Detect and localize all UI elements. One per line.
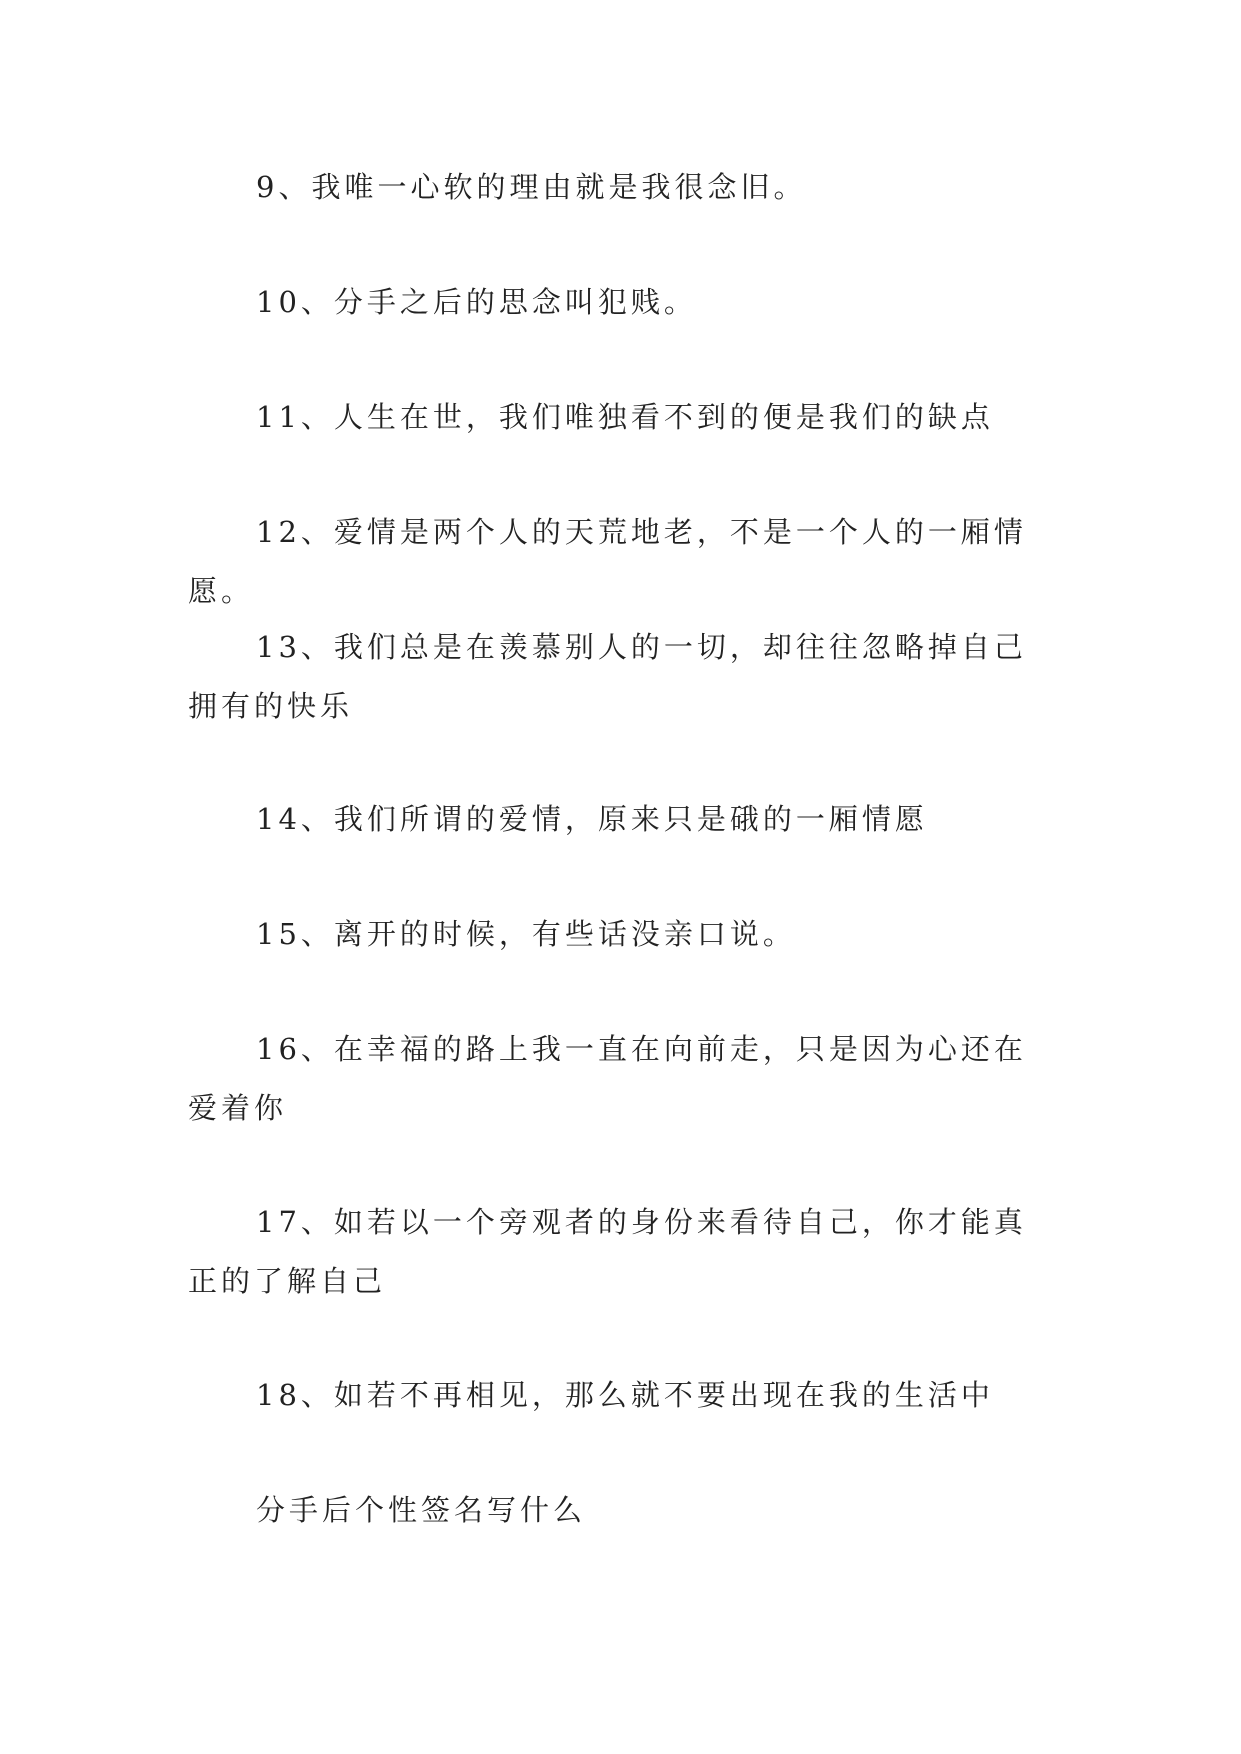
paragraph-item-13: 13、我们总是在羡慕别人的一切，却往往忽略掉自己拥有的快乐 [188,630,1027,723]
paragraph-item-11: 11、人生在世，我们唯独看不到的便是我们的缺点 [256,400,994,434]
paragraph-item-9: 9、我唯一心软的理由就是我很念旧。 [256,170,807,204]
section-heading: 分手后个性签名写什么 [256,1493,587,1527]
paragraph-item-17: 17、如若以一个旁观者的身份来看待自己，你才能真正的了解自己 [188,1205,1027,1298]
paragraph-item-15: 15、离开的时候，有些话没亲口说。 [256,917,796,951]
paragraph-item-16: 16、在幸福的路上我一直在向前走，只是因为心还在爱着你 [188,1032,1027,1125]
paragraph-item-10: 10、分手之后的思念叫犯贱。 [256,285,697,319]
paragraph-item-14: 14、我们所谓的爱情，原来只是硪的一厢情愿 [256,802,928,836]
paragraph-item-12: 12、爱情是两个人的天荒地老，不是一个人的一厢情愿。 [188,515,1027,608]
paragraph-item-18: 18、如若不再相见，那么就不要出现在我的生活中 [256,1378,994,1412]
